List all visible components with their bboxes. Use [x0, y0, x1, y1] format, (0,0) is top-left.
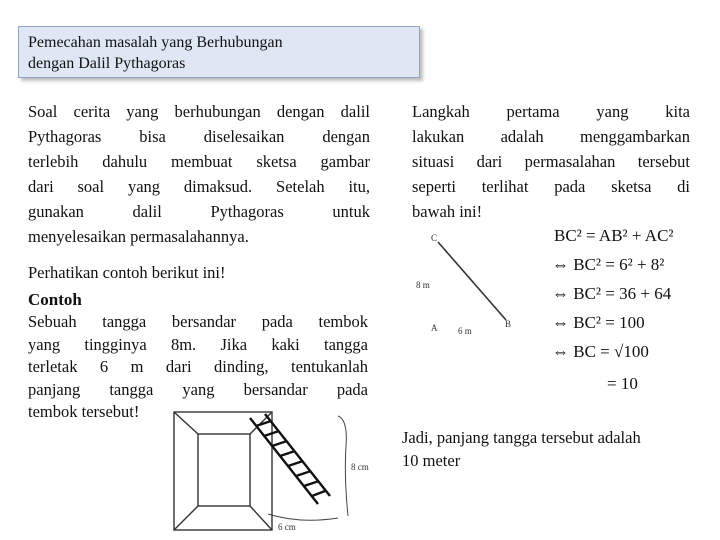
- conclusion-line-1: Jadi, panjang tangga tersebut adalah: [402, 428, 641, 447]
- ladder-illustration: [170, 406, 385, 536]
- contoh-line: yang tingginya 8m. Jika kaki tangga: [28, 334, 368, 354]
- langkah-line: seperti terlihat pada sketsa di: [412, 177, 690, 196]
- contoh-line: panjang tangga yang bersandar pada: [28, 379, 368, 399]
- intro-line: terlebih dahulu membuat sketsa gambar: [28, 152, 370, 171]
- contoh-line: terletak 6 m dari dinding, tentukanlah: [28, 357, 368, 376]
- ladder: [250, 414, 330, 504]
- intro-line: gunakan dalil Pythagoras untuk: [28, 202, 370, 221]
- formula-line-1: BC² = AB² + AC²: [554, 226, 674, 245]
- wall-box-edge: [174, 412, 198, 434]
- illustration-label-base: 6 cm: [278, 522, 296, 532]
- sketch-label-c: C: [431, 233, 438, 243]
- wall-box-front: [174, 412, 272, 530]
- sketch-label-b: B: [505, 319, 512, 329]
- sketch-label-height: 8 m: [416, 280, 430, 290]
- sketch-hypotenuse: [438, 242, 506, 320]
- slide-title-line-1: Pemecahan masalah yang Berhubungan: [28, 34, 283, 51]
- langkah-line: lakukan adalah menggambarkan: [412, 127, 690, 146]
- contoh-line: Sebuah tangga bersandar pada tembok: [28, 312, 368, 331]
- wall-box-back: [198, 434, 250, 506]
- illustration-label-height: 8 cm: [351, 462, 369, 472]
- wall-box-edge: [250, 506, 272, 530]
- langkah-line: situasi dari permasalahan tersebut: [412, 152, 690, 171]
- contoh-label: Contoh: [28, 290, 82, 309]
- base-dimension-bracket: [268, 514, 338, 520]
- conclusion-text: [402, 426, 702, 472]
- triangle-sketch: [416, 228, 530, 338]
- conclusion-line-2: 10 meter: [402, 451, 461, 470]
- formula-line-6: = 10: [607, 374, 638, 393]
- contoh-line: tembok tersebut!: [28, 402, 140, 421]
- formula-line-4: ⇔ BC² = 100: [552, 313, 645, 332]
- formula-line-5: ⇔ BC = √100: [552, 342, 649, 361]
- wall-box-edge: [174, 506, 198, 530]
- langkah-paragraph: [412, 99, 690, 224]
- intro-line: dari soal yang dimaksud. Setelah itu,: [28, 177, 370, 196]
- slide-title-line-2: dengan Dalil Pythagoras: [28, 55, 186, 72]
- formula-line-2: ⇔ BC² = 6² + 8²: [552, 255, 665, 274]
- intro-line: Pythagoras bisa diselesaikan dengan: [28, 127, 370, 146]
- langkah-line: Langkah pertama yang kita: [412, 102, 690, 121]
- langkah-line: bawah ini!: [412, 202, 483, 221]
- sketch-label-base: 6 m: [458, 326, 472, 336]
- perhatikan-line: Perhatikan contoh berikut ini!: [28, 263, 226, 282]
- height-dimension-bracket: [338, 416, 348, 516]
- intro-line: menyelesaikan permasalahannya.: [28, 227, 249, 246]
- formula-line-3: ⇔ BC² = 36 + 64: [552, 284, 672, 303]
- slide-title-box: [18, 26, 420, 78]
- intro-paragraph: [28, 99, 370, 249]
- intro-line: Soal cerita yang berhubungan dengan dalil: [28, 102, 370, 121]
- perhatikan-text: [28, 260, 370, 285]
- sketch-label-a: A: [431, 323, 438, 333]
